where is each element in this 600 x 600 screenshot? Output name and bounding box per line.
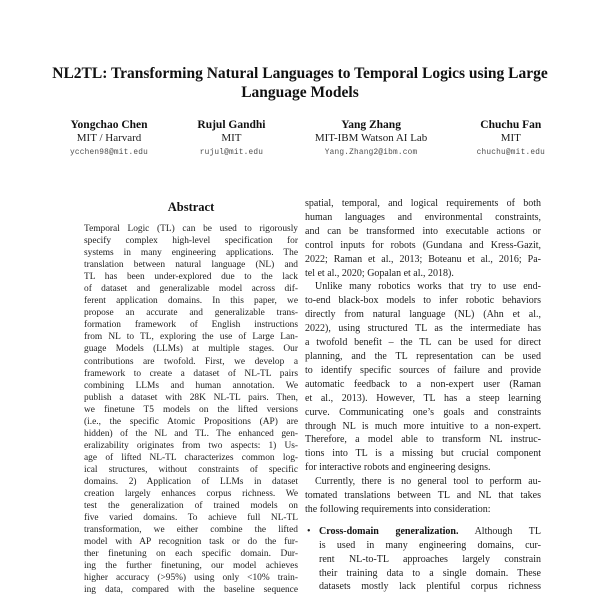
author-name: Rujul Gandhi — [197, 119, 266, 131]
text-line: model with AP recognition task or do the fur- — [84, 537, 298, 548]
text-line: age of lifted NL-TL characterizes common log- — [84, 452, 298, 463]
author-affiliation: MIT-IBM Watson AI Lab — [314, 132, 428, 144]
text-line: a twofold benefit – the TL can be used for direct — [305, 337, 541, 349]
text-line: et al., 2013). However, TL has a steep learning — [305, 392, 541, 404]
text-line: tel et al., 2020; Gopalan et al., 2018). — [305, 267, 454, 279]
author-email: Yang.Zhang2@ibm.com — [324, 149, 418, 157]
text-line: ther finetuning on each specific domain. Dur- — [84, 549, 298, 560]
text-line: ing the further finetuning, our model achieves — [84, 561, 298, 572]
author-name: Chuchu Fan — [480, 119, 542, 131]
author-affiliation: MIT — [500, 132, 521, 144]
paper-title: NL2TL: Transforming Natural Languages to Temporal Logics using Large Language Models — [52, 65, 548, 101]
text-line: automatic feedback to a non-expert user (Raman — [305, 378, 541, 390]
author-2 — [197, 119, 265, 157]
text-line: tions into TL is a missing but crucial component — [305, 448, 541, 460]
author-email: chuchu@mit.edu — [476, 149, 545, 157]
text-line: the following requirements into consideration: — [305, 503, 491, 515]
bullet-icon: • — [307, 525, 311, 537]
text-line: and can be transformed into executable actions or — [305, 225, 541, 237]
author-name: Yang Zhang — [341, 119, 401, 131]
author-block — [0, 119, 600, 157]
abstract-text — [84, 223, 298, 596]
left-column — [84, 197, 298, 596]
text-line: ing data, compared with the baseline sequence — [84, 585, 298, 596]
text-line: to-end black-box models to infer robotic behaviors — [305, 295, 541, 307]
text-line: framework to create a dataset of NL-TL pairs — [84, 368, 298, 379]
author-name: Yongchao Chen — [70, 119, 148, 131]
text-line: five varied domains. To achieve full NL-TL — [84, 513, 298, 524]
text-line: ferent application domains. In this paper, we — [84, 296, 298, 307]
author-email: rujul@mit.edu — [199, 149, 264, 157]
bullet-item — [305, 525, 541, 595]
text-line: to identify specific sources of failure and provide — [305, 364, 541, 376]
text-line: 2022), using structured TL as the intermediate has — [305, 323, 541, 335]
text-line: tomated translations between TL and NL that takes — [305, 490, 541, 502]
two-column-body — [0, 197, 600, 596]
text-line: from NL to TL, exploring the use of Large Lan- — [84, 332, 298, 343]
text-line: through NL is much more intuitive to a non-expert. — [305, 420, 541, 432]
text-line: their training data to a single domain. These — [319, 567, 541, 579]
text-line: Temporal Logic (TL) can be used to rigorously — [84, 224, 298, 234]
introduction-text — [305, 197, 541, 594]
text-line: creation largely enhances corpus richness. We — [84, 489, 298, 500]
text-line: combining LLMs and human annotation. We — [84, 380, 298, 391]
text-line: domains. 2) Application of LLMs in dataset — [84, 476, 298, 487]
text-line: specify complex high-level specification for — [84, 236, 298, 247]
text-line: publish a dataset with 28K NL-TL pairs. Then, — [84, 392, 298, 403]
text-line: planning, and the TL representation can be used — [305, 350, 541, 362]
text-line: propose an accurate and generalizable trans- — [84, 308, 298, 319]
text-line: eralizability originates from two aspects: 1) Us- — [84, 440, 298, 451]
author-1 — [70, 119, 148, 157]
text-line: formation framework of English instructions — [84, 320, 298, 331]
text-line: contributions are twofold. First, we develop a — [84, 356, 298, 367]
paragraph — [84, 223, 298, 596]
text-line: test the generalization of trained models on — [84, 501, 298, 512]
text-line: higher accuracy (>95%) using only <10% train- — [84, 573, 298, 584]
text-line: guage Models (LLMs) at multiple stages. Our — [84, 344, 298, 355]
paragraph — [305, 197, 541, 280]
text-line: of dataset and generalizable model across dif- — [84, 284, 298, 295]
paragraph — [305, 280, 541, 475]
text-line: TL has been under-explored due to the lack — [84, 272, 298, 283]
text-line: (i.e., the specific Atomic Propositions (AP) are — [84, 416, 298, 427]
text-line: translation between natural language (NL) and — [84, 260, 298, 271]
text-line: directly from natural language (NL) (Ahn et al., — [305, 309, 541, 321]
text-line: systems in many engineering applications. The — [84, 248, 298, 259]
text-line: ical structures, without constraints of specific — [84, 464, 298, 475]
text-line: spatial, temporal, and logical requirements of both — [305, 198, 541, 209]
text-line: for interactive robots and engineering designs. — [305, 462, 491, 474]
author-affiliation: MIT — [221, 132, 242, 144]
abstract-heading: Abstract — [167, 200, 215, 214]
text-line: 2022; Raman et al., 2013; Boteanu et al., 2016; Pa- — [305, 253, 541, 265]
text-line: Unlike many robotics works that try to use end- — [315, 281, 541, 293]
text-line: we finetune T5 models on the lifted versions — [84, 404, 298, 415]
author-3 — [315, 119, 427, 157]
right-column — [305, 197, 541, 596]
text-line: datasets mostly lack plentiful corpus richness — [319, 581, 541, 593]
text-line: Cross-domain generalization. Although TL — [319, 525, 541, 537]
paragraph — [305, 475, 541, 517]
author-4 — [477, 119, 545, 157]
text-line: control inputs for robots (Gundana and Kress-Gazit, — [305, 239, 541, 251]
text-line: transformation, we either combine the lifted — [84, 525, 298, 536]
text-line: Therefore, a model able to transform NL instruc- — [305, 434, 541, 446]
author-affiliation: MIT / Harvard — [76, 132, 142, 144]
text-line: rent NL-to-TL approaches largely constrain — [319, 553, 541, 565]
author-email: ycchen98@mit.edu — [70, 149, 149, 157]
text-line: curve. Communicating one’s goals and constraints — [305, 406, 541, 418]
text-line: is used in many engineering domains, cur- — [319, 539, 541, 551]
text-line: human languages and environmental constraints, — [305, 211, 541, 223]
text-line: Currently, there is no general tool to perform au- — [315, 476, 541, 488]
text-line: hidden) of the NL and TL. The enhanced gen- — [84, 428, 298, 439]
